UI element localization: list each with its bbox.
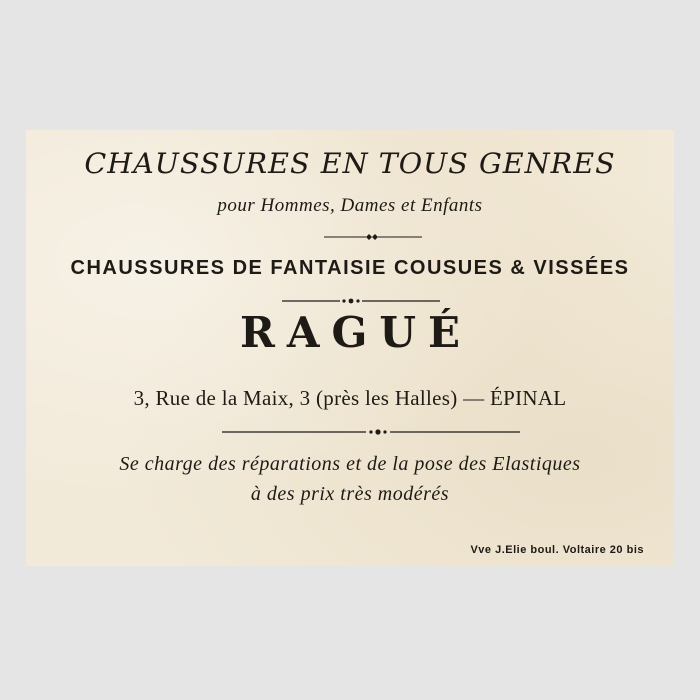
card-specialty: CHAUSSURES DE FANTAISIE COUSUES & VISSÉES xyxy=(70,257,630,279)
printer-credit: Vve J.Elie boul. Voltaire 20 bis xyxy=(470,544,644,556)
merchant-name: RAGUÉ xyxy=(240,308,472,357)
shop-address: 3, Rue de la Maix, 3 (près les Halles) — ÉPINAL xyxy=(133,386,567,410)
card-heading: CHAUSSURES EN TOUS GENRES xyxy=(84,147,616,180)
ornamental-divider-large xyxy=(26,426,674,438)
ornamental-divider-small xyxy=(26,231,674,243)
pricing-line: à des prix très modérés xyxy=(250,483,450,505)
card-subheading: pour Hommes, Dames et Enfants xyxy=(217,195,483,216)
service-line: Se charge des réparations et de la pose des Elastiques xyxy=(119,453,581,475)
trade-card xyxy=(26,130,674,566)
ornamental-divider-medium xyxy=(26,295,674,307)
